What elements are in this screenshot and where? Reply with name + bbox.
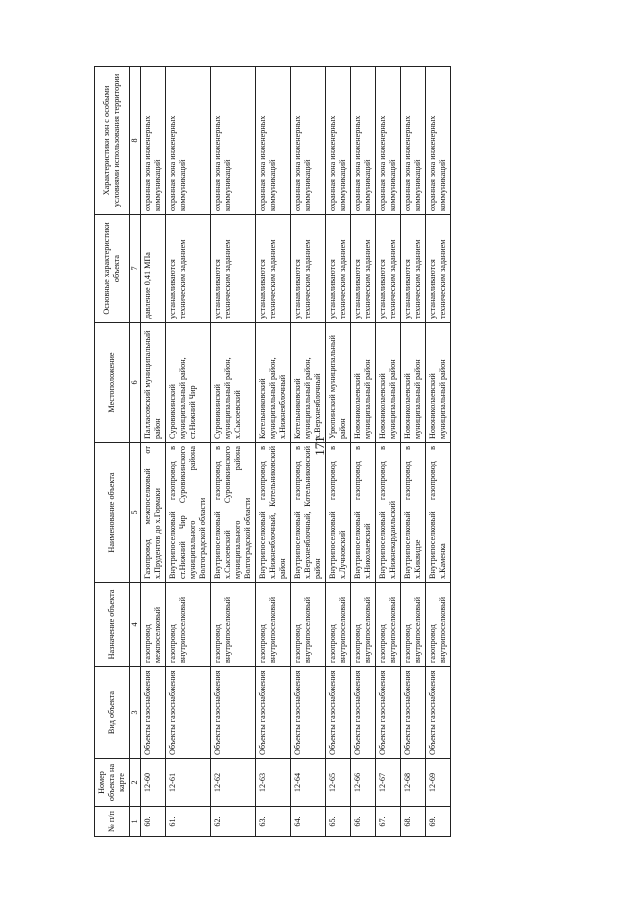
cell-purpose: газопровод внутрипоселковый [256,583,291,667]
header-row [95,67,130,837]
cell-purpose: газопровод внутрипоселковый [351,583,376,667]
cell-kind: Объекты газоснабжения [291,667,326,759]
cell-name: Внутрипоселковый газопровод в х.Нижнеяблочный, Котельниковский район [256,443,291,583]
header-cell: Вид объекта [95,667,130,759]
table-row [376,67,401,837]
cell-n: 62. [211,807,256,837]
cell-specs: устанавливаются техническим заданием [211,215,256,323]
cell-name: Внутрипоселковый газопровод в х.Нижнекардаильский [376,443,401,583]
cell-kind: Объекты газоснабжения [426,667,451,759]
table-row [166,67,211,837]
cell-name: Газопровод межпоселковый от х.Прудентов до х.Гормаки [141,443,166,583]
cell-location: Котельниковский муниципальный район, х.Нижнеяблочный [256,323,291,443]
cell-zone: охранная зона инженерных коммуникаций [326,67,351,215]
header-cell: № п/п [95,807,130,837]
cell-location: Суровикинский муниципальный район, х.Сысоевский [211,323,256,443]
column-number: 5 [130,443,141,583]
cell-specs: устанавливаются техническим заданием [166,215,211,323]
cell-specs: устанавливаются техническим заданием [351,215,376,323]
cell-specs: устанавливаются техническим заданием [376,215,401,323]
column-number: 2 [130,759,141,807]
cell-n: 64. [291,807,326,837]
cell-zone: охранная зона инженерных коммуникаций [376,67,401,215]
cell-location: Котельниковский муниципальный район, х.Верхнеяблочный [291,323,326,443]
cell-zone: охранная зона инженерных коммуникаций [401,67,426,215]
table-row [401,67,426,837]
cell-specs: устанавливаются техническим заданием [401,215,426,323]
rotated-table-container [94,67,546,837]
column-number: 8 [130,67,141,215]
table-row [256,67,291,837]
cell-kind: Объекты газоснабжения [211,667,256,759]
cell-purpose: газопровод внутрипоселковый [326,583,351,667]
header-cell: Основные характеристики объекта [95,215,130,323]
cell-n: 60. [141,807,166,837]
cell-mapnum: 12-63 [256,759,291,807]
cell-zone: охранная зона инженерных коммуникаций [256,67,291,215]
column-number: 4 [130,583,141,667]
table-row [326,67,351,837]
column-number: 1 [130,807,141,837]
cell-purpose: газопровод внутрипоселковый [426,583,451,667]
cell-purpose: газопровод внутрипоселковый [376,583,401,667]
cell-location: Урюпинский муниципальный район [326,323,351,443]
table-row [426,67,451,837]
cell-n: 63. [256,807,291,837]
column-number: 6 [130,323,141,443]
cell-mapnum: 12-60 [141,759,166,807]
cell-mapnum: 12-62 [211,759,256,807]
column-number: 3 [130,667,141,759]
cell-zone: охранная зона инженерных коммуникаций [426,67,451,215]
cell-kind: Объекты газоснабжения [256,667,291,759]
cell-name: Внутрипоселковый газопровод в х.Лучновский [326,443,351,583]
cell-specs: устанавливаются техническим заданием [326,215,351,323]
table-row [211,67,256,837]
column-number-row [130,67,141,837]
cell-location: Палласовский муниципальный район [141,323,166,443]
cell-location: Новониколаевский муниципальный район [426,323,451,443]
cell-zone: охранная зона инженерных коммуникаций [141,67,166,215]
cell-mapnum: 12-69 [426,759,451,807]
page-number: 171 [312,436,327,456]
table-row [291,67,326,837]
cell-kind: Объекты газоснабжения [141,667,166,759]
cell-kind: Объекты газоснабжения [351,667,376,759]
cell-kind: Объекты газоснабжения [376,667,401,759]
cell-name: Внутрипоселковый газопровод в х.Сысоевский Суровикинского муниципального района Волгоградской области [211,443,256,583]
cell-specs: устанавливаются техническим заданием [426,215,451,323]
column-number: 7 [130,215,141,323]
objects-table [94,66,451,837]
cell-name: Внутрипоселковый газопровод в х.Верхнеяблочный, Котельниковский район [291,443,326,583]
cell-zone: охранная зона инженерных коммуникаций [291,67,326,215]
cell-n: 66. [351,807,376,837]
cell-name: Внутрипоселковый газопровод в х.Николаевский [351,443,376,583]
cell-specs: давление 0,41 МПа [141,215,166,323]
cell-kind: Объекты газоснабжения [326,667,351,759]
cell-mapnum: 12-64 [291,759,326,807]
cell-location: Новониколаевский муниципальный район [401,323,426,443]
cell-purpose: газопровод внутрипоселковый [166,583,211,667]
cell-n: 67. [376,807,401,837]
table-row [351,67,376,837]
cell-purpose: газопровод внутрипоселковый [211,583,256,667]
cell-name: Внутрипоселковый газопровод в х.Каменка [426,443,451,583]
cell-zone: охранная зона инженерных коммуникаций [351,67,376,215]
cell-mapnum: 12-65 [326,759,351,807]
cell-kind: Объекты газоснабжения [401,667,426,759]
cell-location: Новониколаевский муниципальный район [376,323,401,443]
cell-mapnum: 12-66 [351,759,376,807]
cell-kind: Объекты газоснабжения [166,667,211,759]
cell-purpose: газопровод внутрипоселковый [291,583,326,667]
cell-specs: устанавливаются техническим заданием [256,215,291,323]
cell-n: 65. [326,807,351,837]
header-cell: Характеристики зон с особыми условиями использования территории [95,67,130,215]
cell-purpose: газопровод внутрипоселковый [401,583,426,667]
cell-mapnum: 12-68 [401,759,426,807]
header-cell: Наименование объекта [95,443,130,583]
cell-zone: охранная зона инженерных коммуникаций [211,67,256,215]
table-row [141,67,166,837]
cell-n: 69. [426,807,451,837]
header-cell: Назначение объекта [95,583,130,667]
cell-zone: охранная зона инженерных коммуникаций [166,67,211,215]
cell-location: Новониколаевский муниципальный район [351,323,376,443]
cell-mapnum: 12-67 [376,759,401,807]
cell-name: Внутрипоселковый газопровод в х.Киквидзе [401,443,426,583]
cell-name: Внутрипоселковый газопровод в ст.Нижний Чир Суровикинского муниципального района Волгоградской области [166,443,211,583]
header-cell: Номер объекта на карте [95,759,130,807]
cell-mapnum: 12-61 [166,759,211,807]
cell-n: 61. [166,807,211,837]
header-cell: Местоположение [95,323,130,443]
cell-location: Суровикинский муниципальный район, ст.Нижний Чир [166,323,211,443]
table-body [141,67,451,837]
cell-n: 68. [401,807,426,837]
cell-specs: устанавливаются техническим заданием [291,215,326,323]
cell-purpose: газопровод межпоселковый [141,583,166,667]
